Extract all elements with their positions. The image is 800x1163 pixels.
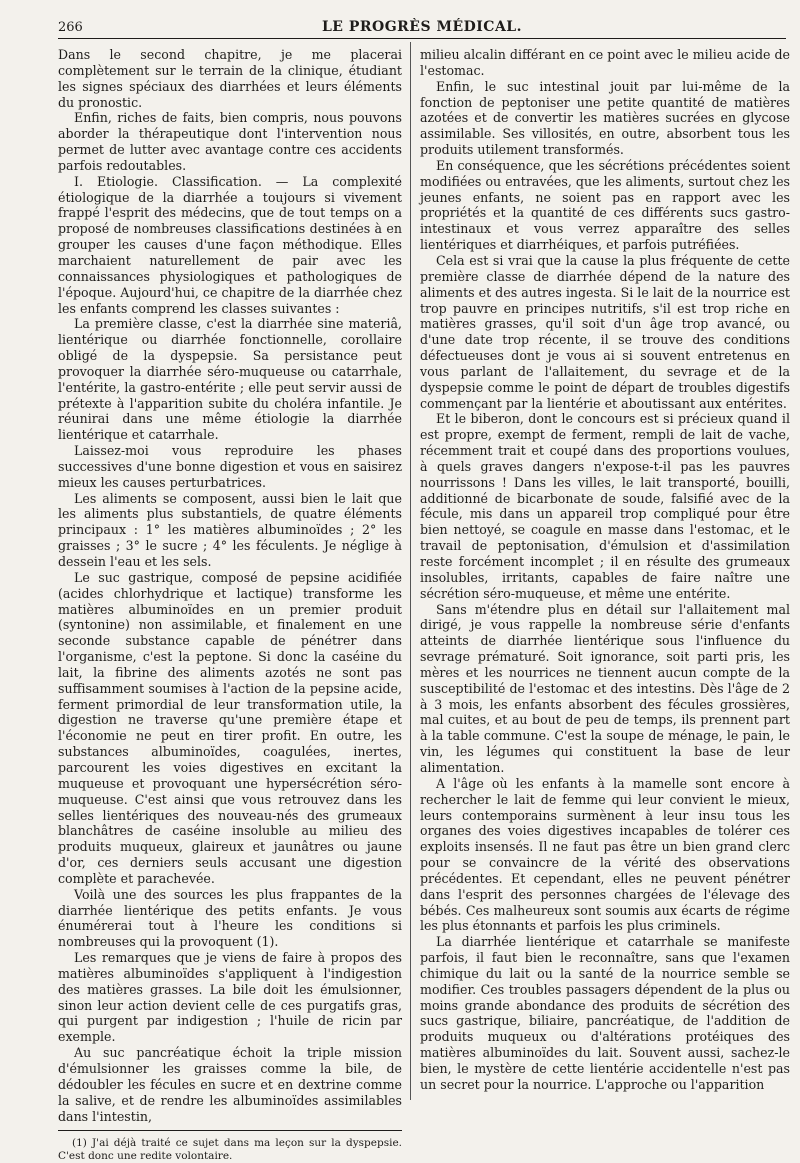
section-heading-paragraph: I. Etiologie. Classification. — La complexité étiologique de la diarrhée a toujours si vivement frappé l'esprit des médecins, que de tout temps on a proposé de nombreuses classifications destinées à en grouper les causes d'une façon méthodique. Elles marchaient naturellement de pair avec les connaissances physiologiques et pathologiques de l'époque. Aujourd'hui, ce chapitre de la diarrhée chez les enfants comprend les classes suivantes :	[58, 173, 402, 316]
left-column	[58, 47, 402, 1163]
paragraph: Au suc pancréatique échoit la triple mission d'émulsionner les graisses comme la bile, de dédoubler les fécules en sucre et en dextrine comme la salive, et de rendre les albuminoïdes assimilables dans l'intestin,	[58, 1045, 402, 1124]
paragraph: Enfin, le suc intestinal jouit par lui-même de la fonction de peptoniser une petite quantité de matières azotées et de convertir les matières sucrées en glycose assimilable. Ses villosités, en outre, absorbent tous les produits utilement transformés.	[420, 78, 790, 158]
paragraph: A l'âge où les enfants à la mamelle sont encore à rechercher le lait de femme qui leur convient le mieux, leurs contemporains surmènent à leur insu tous les organes des voies digestives incapables de tolérer ces exploits insensés. Il ne faut pas être un bien grand clerc pour se convaincre de la vérité des observations précédentes. Et cependant, elles ne peuvent pénétrer dans l'esprit des personnes chargées de l'élevage des bébés. Ces malheureux sont soumis aux écarts de régime les plus étonnants et parfois les plus criminels.	[420, 775, 790, 934]
column-divider	[410, 42, 411, 1100]
paragraph: Les aliments se composent, aussi bien le lait que les aliments plus substantiels, de quatre éléments principaux : 1° les matières albuminoïdes ; 2° les graisses ; 3° le sucre ; 4° les féculents. Je néglige à dessein l'eau et les sels.	[58, 490, 402, 569]
paragraph: Et le biberon, dont le concours est si précieux quand il est propre, exempt de ferment, rempli de lait de vache, récemment trait et coupé dans des proportions voulues, à quels graves dangers n'expose-t-il pas les pauvres nourrissons ! Dans les villes, le lait transporté, bouilli, additionné de bicarbonate de soude, falsifié avec de la fécule, mis dans un appareil trop compliqué pour être bien nettoyé, se coagule en masse dans l'estomac, et le travail de peptonisation, d'émulsion et d'assimilation reste forcément incomplet ; il en résulte des grumeaux insolubles, irritants, capables de faire naître une sécrétion séro-muqueuse, et même une entérite.	[420, 411, 790, 601]
paragraph: Voilà une des sources les plus frappantes de la diarrhée lientérique des petits enfants. Je vous énumérerai tout à l'heure les conditions si nombreuses qui la provoquent (1).	[58, 886, 402, 950]
paragraph: Enfin, riches de faits, bien compris, nous pouvons aborder la thérapeutique dont l'intervention nous permet de lutter avec avantage contre ces accidents parfois redoutables.	[58, 110, 402, 173]
right-column	[420, 47, 790, 1100]
paragraph: milieu alcalin différant en ce point avec le milieu acide de l'estomac.	[420, 47, 790, 78]
page-header	[58, 18, 786, 39]
footnote-rule	[58, 1130, 402, 1131]
paragraph: Cela est si vrai que la cause la plus fréquente de cette première classe de diarrhée dépend de la nature des aliments et des autres ingesta. Si le lait de la nourrice est trop pauvre en principes nutritifs, s'il est trop riche en matières grasses, qu'il soit d'un âge trop avancé, ou d'une date trop récente, il se trouve des conditions défectueuses dont je vous ai si souvent entretenus en vous parlant de l'allaitement, du sevrage et de la dyspepsie comme le point de départ de troubles digestifs commençant par la lientérie et aboutissant aux entérites.	[420, 252, 790, 411]
footnote: (1) J'ai déjà traité ce sujet dans ma leçon sur la dyspepsie. C'est donc une redite volontaire.	[58, 1137, 402, 1163]
paragraph: Les remarques que je viens de faire à propos des matières albuminoïdes s'appliquent à l'indigestion des matières grasses. La bile doit les émulsionner, sinon leur action devient celle de ces purgatifs gras, qui purgent par indigestion ; l'huile de ricin par exemple.	[58, 950, 402, 1045]
paragraph: La diarrhée lientérique et catarrhale se manifeste parfois, il faut bien le reconnaître, sans que l'examen chimique du lait ou la santé de la nourrice semble se modifier. Ces troubles passagers dépendent de la plus ou moins grande abondance des produits de sécrétion des sucs gastrique, biliaire, pancréatique, de l'addition de produits muqueux ou d'altérations protéiques des matières albuminoïdes du lait. Souvent aussi, sachez-le bien, le mystère de cette lientérie accidentelle n'est pas un secret pour la nourrice. L'approche ou l'apparition	[420, 934, 790, 1092]
paragraph: La première classe, c'est la diarrhée sine materiâ, lientérique ou diarrhée fonctionnelle, corollaire obligé de la dyspepsie. Sa persistance peut provoquer la diarrhée séro-muqueuse ou catarrhale, l'entérite, la gastro-entérite ; elle peut servir aussi de prétexte à l'apparition subite du choléra infantile. Je réunirai dans une même étiologie la diarrhée lientérique et catarrhale.	[58, 316, 402, 443]
journal-title: LE PROGRÈS MÉDICAL.	[321, 19, 523, 35]
paragraph: Sans m'étendre plus en détail sur l'allaitement mal dirigé, je vous rappelle la nombreuse série d'enfants atteints de diarrhée lientérique sous l'influence du sevrage prématuré. Soit ignorance, soit parti pris, les mères et les nourrices ne tiennent aucun compte de la susceptibilité de l'estomac et des intestins. Dès l'âge de 2 à 3 mois, les enfants absorbent des fécules grossières, mal cuites, et au bout de peu de temps, ils prennent part à la table commune. C'est la soupe de ménage, le pain, le vin, les légumes qui constituent la base de leur alimentation.	[420, 601, 790, 775]
paragraph: Dans le second chapitre, je me placerai complètement sur le terrain de la clinique, étudiant les signes spéciaux des diarrhées et leurs éléments du pronostic.	[58, 47, 402, 110]
page-number: 266	[58, 20, 83, 35]
paragraph: Laissez-moi vous reproduire les phases successives d'une bonne digestion et vous en saisirez mieux les causes perturbatrices.	[58, 443, 402, 490]
paragraph: En conséquence, que les sécrétions précédentes soient modifiées ou entravées, que les aliments, surtout chez les jeunes enfants, ne soient pas en rapport avec les propriétés et la quantité de ces différents sucs gastro-intestinaux et vous verrez apparaître des selles lientériques et diarrhéiques, et parfois putréfiées.	[420, 157, 790, 253]
paragraph: Le suc gastrique, composé de pepsine acidifiée (acides chlorhydrique et lactique) transforme les matières albuminoïdes en un premier produit (syntonine) non assimilable, et finalement en une seconde substance capable de pénétrer dans l'organisme, c'est la peptone. Si donc la caséine du lait, la fibrine des aliments azotés ne sont pas suffisamment soumises à l'action de la pepsine acide, ferment primordial de leur transformation utile, la digestion ne traverse qu'une première étape et l'économie ne peut en tirer profit. En outre, les substances albuminoïdes, coagulées, inertes, parcourent les voies digestives en excitant la muqueuse et provoquant une hypersécrétion séro-muqueuse. C'est ainsi que vous retrouvez dans les selles lientériques des nouveau-nés des grumeaux blanchâtres de caséine insoluble au milieu des produits muqueux, glaireux et jaunâtres ou jaune d'or, ces derniers seuls accusant une digestion complète et parachevée.	[58, 569, 402, 886]
